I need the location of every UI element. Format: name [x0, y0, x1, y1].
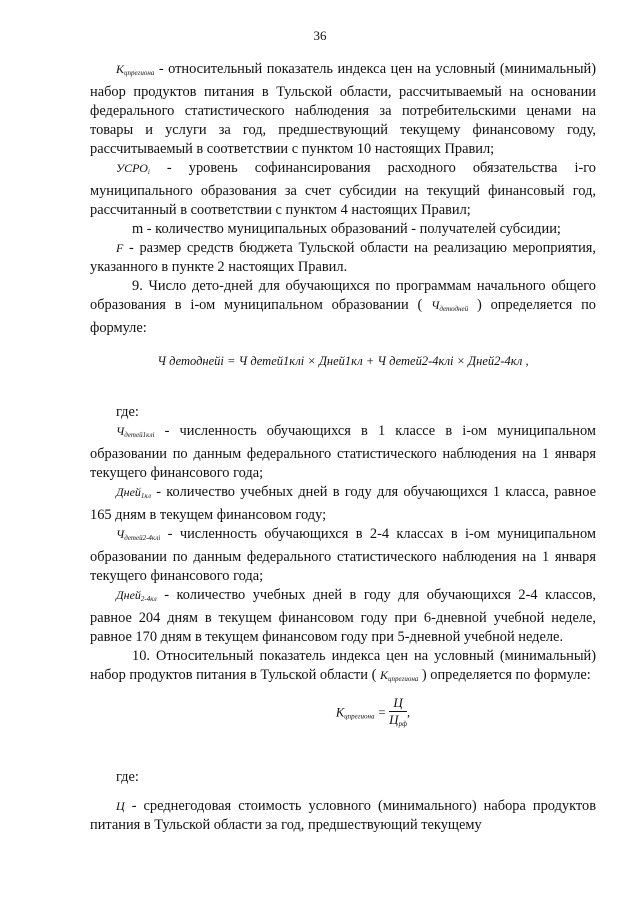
paragraph-text: 9. Число дето-дней для обучающихся по программам начального общего образования в i-ом муниципальном образовании (	[90, 278, 596, 313]
paragraph-k-index	[90, 60, 596, 159]
formula-equals: =	[374, 705, 390, 720]
formula-fraction	[389, 695, 407, 732]
paragraph-text: ) определяется по формуле:	[90, 297, 596, 336]
paragraph-usro	[90, 159, 596, 220]
symbol-subscript: i	[147, 168, 150, 176]
definition-text: - численность обучающихся в 2-4 классах в i-ом муниципальном образовании по данным федерального статистического наблюдения на 1 января текущего финансового года;	[90, 526, 596, 584]
definition-days-1-class	[90, 483, 596, 525]
paragraph-text: m - количество муниципальных образований - получателей субсидии;	[132, 221, 561, 237]
where-label-2: где:	[116, 769, 139, 785]
symbol: Дней	[116, 485, 141, 499]
symbol-subscript: детей1клi	[124, 431, 155, 439]
formula-child-days: Ч детоднейi = Ч детей1клi × Дней1кл + Ч детей2-4клi × Дней2-4кл ,	[157, 354, 529, 368]
symbol: Дней	[116, 588, 141, 602]
symbol-subscript: цпрегиона	[124, 69, 155, 77]
paragraph-text: - размер средств бюджета Тульской области на реализацию мероприятия, указанного в пункте 2 настоящих Правил.	[90, 240, 596, 275]
paragraph-10	[90, 647, 596, 689]
page-number: 36	[313, 28, 327, 43]
symbol-subscript: детодней	[439, 305, 469, 313]
definition-text: - количество учебных дней в году для обучающихся 2-4 классов, равное 204 дням в текущем финансовом году при 6-дневной учебной неделе, равное 170 дням в текущем финансовом году при 5-дневной учебной неделе.	[90, 587, 596, 645]
symbol: Ч	[116, 527, 125, 541]
definition-days-2-4-class	[90, 586, 596, 647]
paragraph-text: - уровень софинансирования расходного обязательства i-го муниципального образования за счет субсидии на текущий финансовый год, рассчитанный в соответствии с пунктом 4 настоящих Правил;	[90, 160, 596, 218]
symbol: Ц	[116, 799, 125, 813]
where-label: где:	[116, 404, 139, 420]
definition-children-2-4-class	[90, 525, 596, 586]
definition-text: - количество учебных дней в году для обучающихся 1 класса, равное 165 дням в текущем финансовом году;	[90, 484, 596, 523]
fraction-numerator: Ц	[389, 695, 406, 712]
symbol: K	[379, 668, 388, 682]
symbol-subscript: 2-4кл	[140, 595, 157, 603]
fraction-denominator	[389, 712, 407, 732]
symbol-subscript: 1кл	[140, 492, 151, 500]
paragraph-9	[90, 277, 596, 338]
paragraph-text: 10. Относительный показатель индекса цен на условный (минимальный) набор продуктов питания в Тульской области (	[90, 648, 596, 683]
symbol: K	[116, 62, 125, 76]
paragraph-f	[90, 239, 596, 277]
document-body	[90, 60, 596, 835]
paragraph-text: ) определяется по формуле:	[418, 667, 591, 683]
definition-avg-cost	[90, 797, 596, 835]
symbol: Ч	[116, 424, 125, 438]
denominator-subscript: рф	[398, 720, 408, 728]
definition-text: - численность обучающихся в 1 классе в i-ом муниципальном образовании по данным федерального статистического наблюдения на 1 января текущего финансового года;	[90, 423, 596, 481]
formula-price-index	[150, 695, 596, 732]
symbol: Ч	[431, 298, 440, 312]
paragraph-text: - относительный показатель индекса цен на условный (минимальный) набор продуктов питания в Тульской области, рассчитываемый на основании федерального статистического наблюдения за потребительскими ценами на товары и услуги за год, предшествующий текущему финансовому году, рассчитываемый в соответствии с пунктом 10 настоящих Правил;	[90, 61, 596, 157]
symbol: УСРО	[116, 161, 148, 175]
formula-lhs: K	[335, 705, 345, 720]
denominator-symbol: Ц	[389, 712, 399, 727]
paragraph-m	[90, 220, 596, 239]
definition-text: - среднегодовая стоимость условного (минимального) набора продуктов питания в Тульской области за год, предшествующий текущему	[90, 798, 596, 833]
formula-tail: ,	[407, 705, 411, 720]
definition-children-1-class	[90, 422, 596, 483]
symbol-subscript: цпрегиона	[387, 675, 419, 683]
symbol: F	[116, 241, 124, 255]
symbol-subscript: детей2-4клi	[124, 534, 161, 542]
formula-lhs-subscript: цпрегиона	[344, 712, 375, 721]
